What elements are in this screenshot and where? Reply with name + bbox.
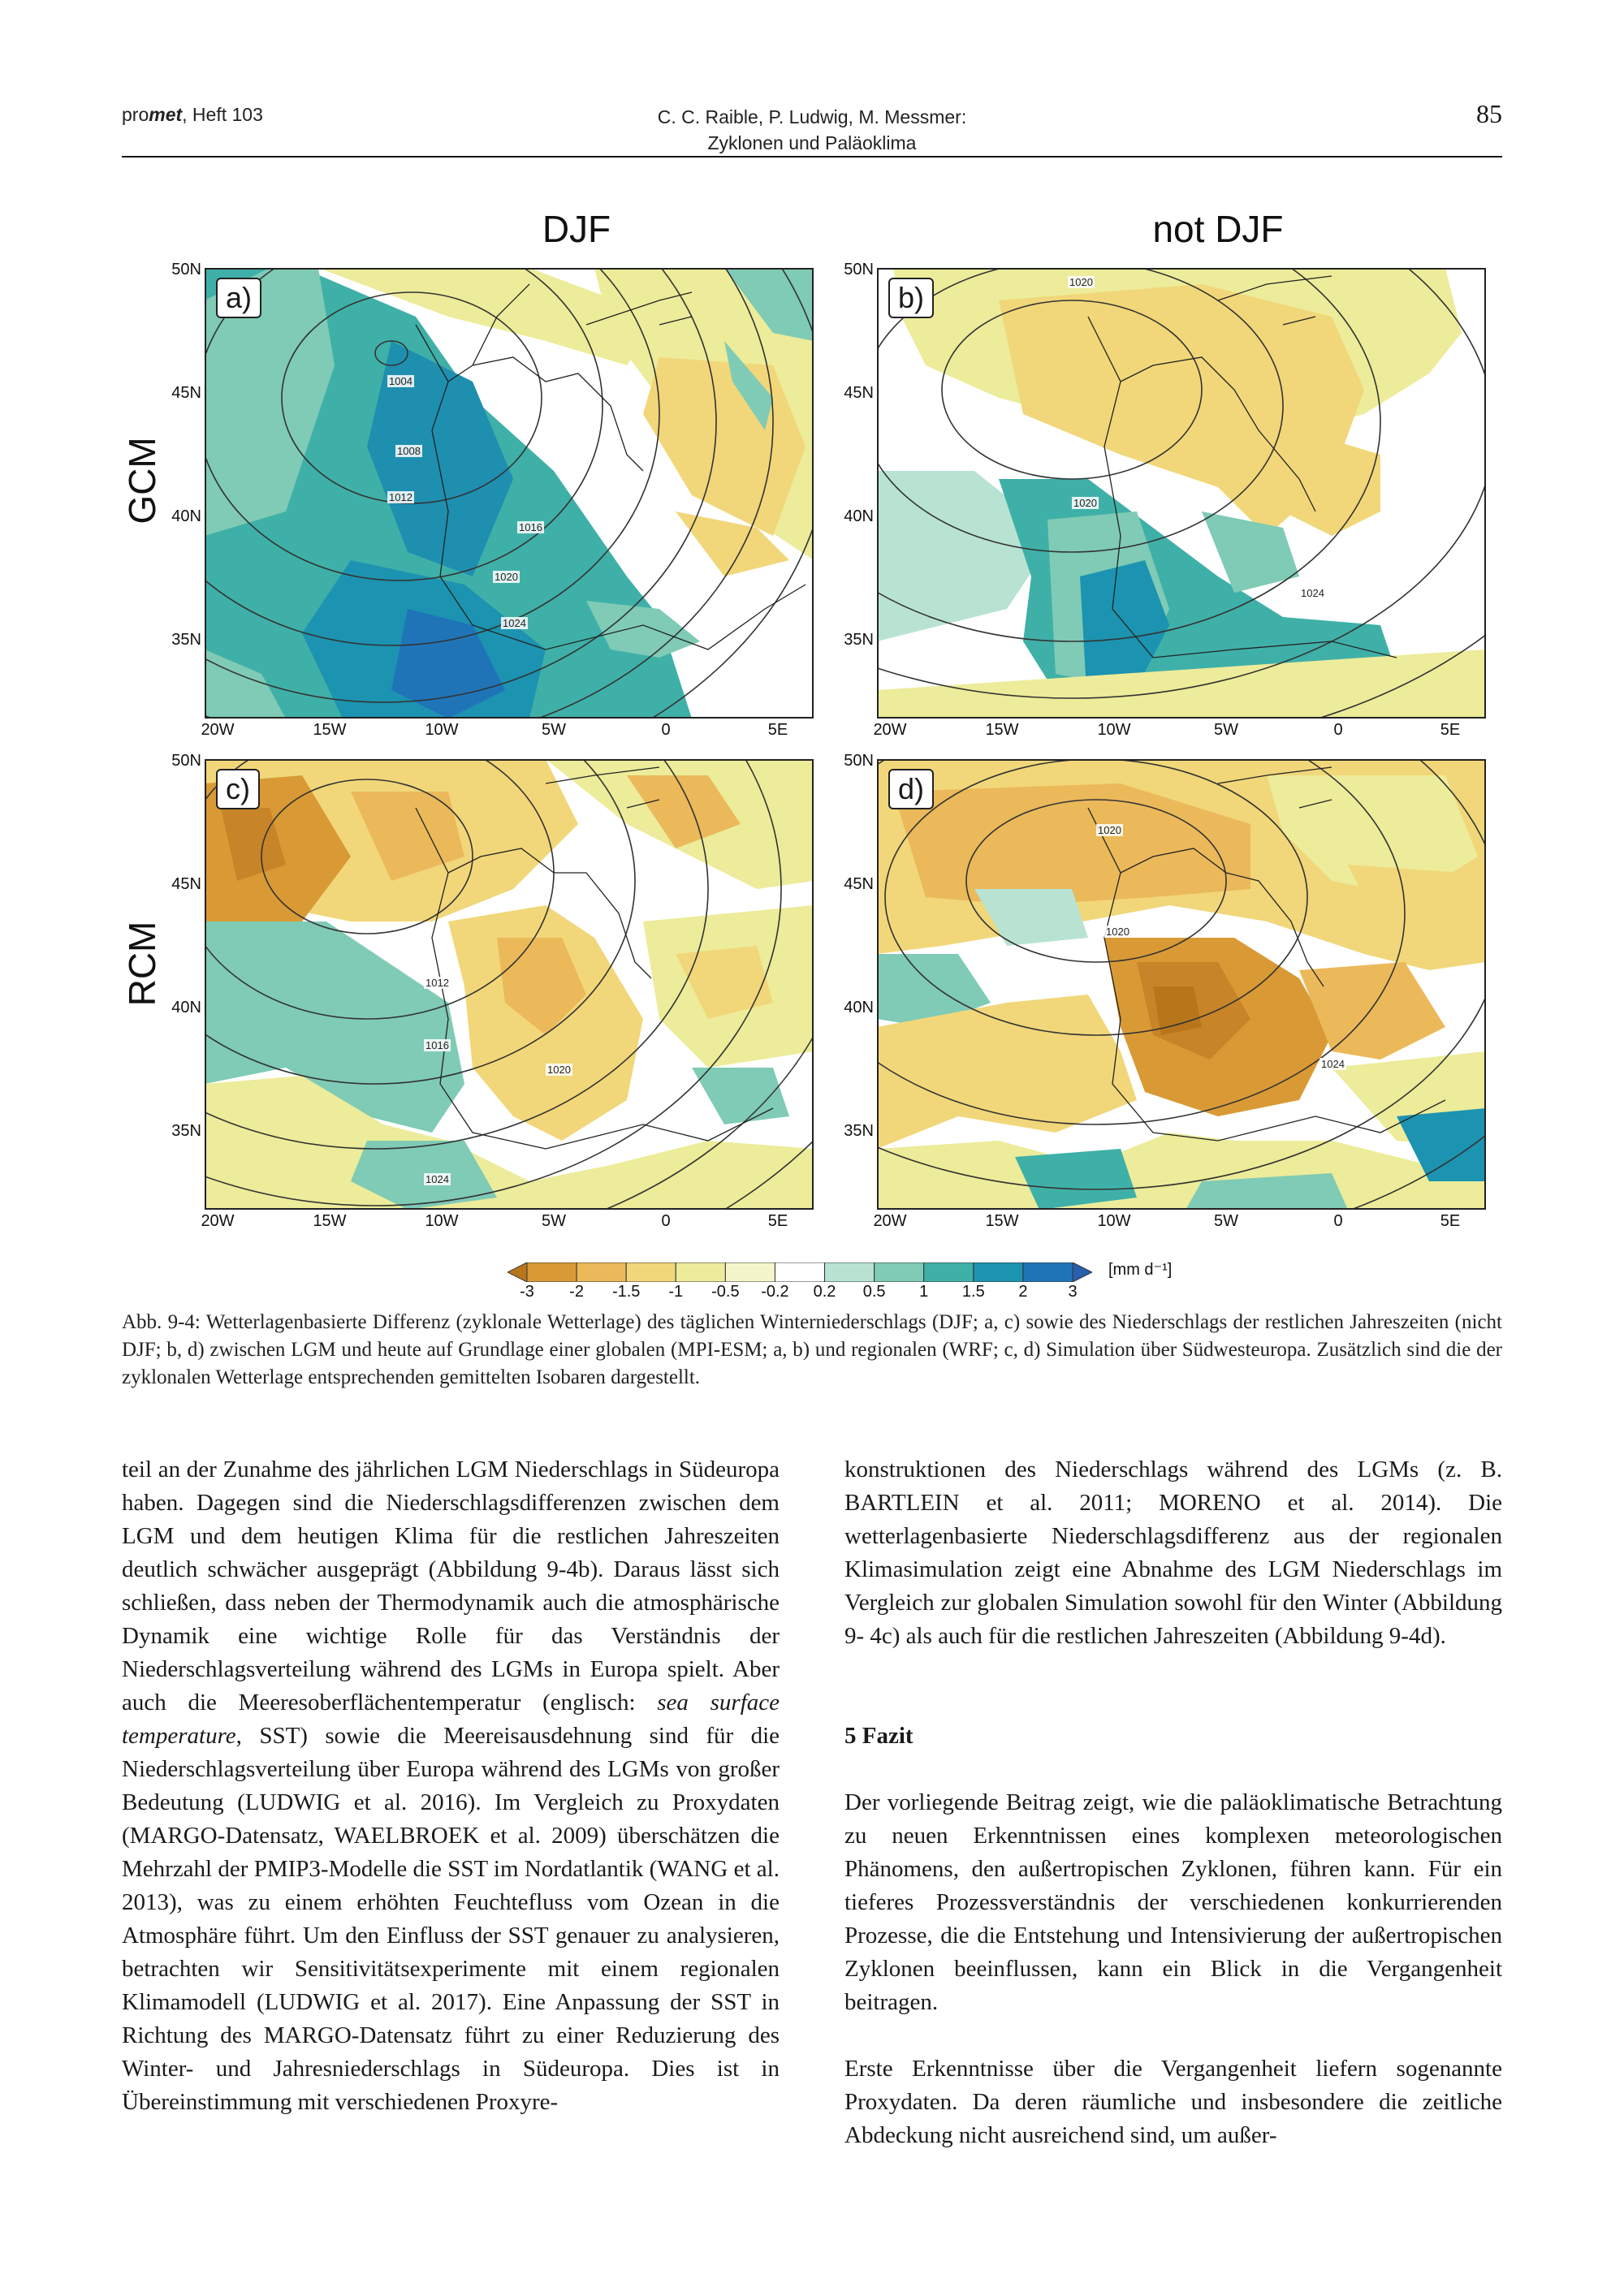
page-header	[122, 96, 1502, 158]
lon-label: 20W	[873, 721, 907, 739]
isobar-label: 1012	[389, 491, 412, 503]
lat-label: 45N	[844, 384, 874, 402]
colorbar-segment	[775, 1262, 824, 1282]
lat-label: 45N	[844, 875, 874, 893]
lon-label: 0	[661, 1212, 671, 1230]
isobar-label: 1024	[425, 1173, 449, 1185]
colorbar-tick-label: 1	[919, 1283, 929, 1301]
panel-label-b: b)	[888, 278, 934, 318]
colorbar-segment	[725, 1262, 775, 1282]
figure-9-4	[114, 207, 1510, 1301]
colorbar-tick-label: -3	[520, 1283, 534, 1301]
lon-label: 0	[1333, 721, 1343, 739]
running-authors: C. C. Raible, P. Ludwig, M. Messmer:	[657, 106, 967, 127]
colorbar-tick-label: 0.2	[813, 1283, 836, 1301]
isobar-label: 1016	[425, 1039, 449, 1051]
section-heading: 5 Fazit	[844, 1723, 914, 1749]
colorbar-tick-label: -2	[569, 1283, 584, 1301]
colorbar-segment	[1073, 1262, 1092, 1282]
lat-label: 50N	[844, 752, 874, 770]
colorbar-segment	[875, 1262, 924, 1282]
paragraph: konstruktionen des Niederschlags während des LGMs (z. B. BARTLEIN et al. 2011; MORENO et al. 2014). Die wetterlagenbasierte Niederschlagsdifferenz aus der regionalen Klimasimulation zeigt eine Abnahme des LGM Niederschlags im Vergleich zur globalen Simulation sowohl für den Winter (Abbildung 9- 4c) als auch für die restlichen Jahreszeiten (Abbildung 9-4d).	[844, 1457, 1502, 1649]
isobar-label: 1020	[547, 1064, 571, 1076]
colorbar-tick-label: -1.5	[611, 1283, 641, 1301]
lat-label: 40N	[171, 507, 201, 525]
colorbar-segment	[577, 1262, 626, 1282]
colorbar-segment	[974, 1262, 1023, 1282]
colorbar-segment	[825, 1262, 875, 1282]
lon-label: 0	[1333, 1212, 1343, 1230]
column-title-djf: DJF	[542, 208, 611, 250]
lat-label: 40N	[844, 999, 874, 1016]
colorbar-tick-label: 3	[1068, 1283, 1078, 1301]
isobar-label: 1024	[1321, 1058, 1345, 1070]
lat-label: 50N	[171, 752, 201, 770]
isobar-label: 1020	[1069, 276, 1093, 288]
isobar-label: 1024	[1301, 587, 1324, 599]
lon-label: 5E	[767, 721, 788, 739]
colorbar-tick-label: 0.5	[862, 1283, 886, 1301]
figure-caption: Abb. 9-4: Wetterlagenbasierte Differenz (zyklonale Wetterlage) des täglichen Winterniederschlags (DJF; a, c) sowie des Niederschlags der restlichen Jahreszeiten (nicht DJF; b, d) zwischen LGM und heute auf Grundlage einer globalen (MPI-ESM; a, b) und regionalen (WRF; c, d) Simulation über Südwesteuropa. Zusätzlich sind die der zyklonalen Wetterlage entsprechenden gemittelten Isobaren dargestellt.	[122, 1311, 1502, 1388]
lon-label: 10W	[425, 721, 459, 739]
lon-label: 15W	[985, 721, 1019, 739]
map-a	[205, 268, 814, 719]
lon-label: 10W	[1097, 1212, 1131, 1230]
lon-label: 5W	[1214, 1212, 1238, 1230]
isobar-label: 1016	[519, 521, 542, 533]
header-rule	[122, 156, 1502, 158]
isobar-label: 1020	[495, 571, 518, 583]
lon-label: 10W	[1097, 721, 1131, 739]
colorbar-segment	[676, 1262, 725, 1282]
row-title-gcm: GCM	[121, 437, 163, 524]
map-b	[877, 268, 1486, 719]
panel-label-d: d)	[888, 769, 934, 809]
lat-label: 35N	[844, 1122, 874, 1140]
colorbar-tick-label: -0.2	[761, 1283, 789, 1301]
lon-label: 20W	[201, 721, 235, 739]
panel-label-a: a)	[216, 278, 261, 318]
isobar-label: 1004	[389, 375, 412, 387]
colorbar	[508, 1262, 1092, 1282]
running-title	[589, 104, 1035, 156]
isobar-label: 1024	[503, 617, 526, 629]
colorbar-unit: [mm d⁻¹]	[1108, 1261, 1173, 1279]
lat-label: 35N	[171, 631, 201, 649]
colorbar-segment	[1023, 1262, 1073, 1282]
column-title-not-djf: not DJF	[1152, 208, 1284, 250]
paragraph: Der vorliegende Beitrag zeigt, wie die paläoklimatische Betrachtung zu neuen Erkenntnissen eines komplexen meteorologischen Phänomens, den außertropischen Zyklonen, führen kann. Für ein tieferes Prozessverständnis der verschiedenen konkurrierenden Prozesse, die die Entstehung und Intensivierung der außertropischen Zyklonen beeinflussen, kann ein Blick in die Vergangenheit beitragen.	[844, 1789, 1502, 2015]
lat-label: 40N	[844, 507, 874, 525]
body-column-left	[122, 1453, 780, 2119]
lat-label: 35N	[844, 631, 874, 649]
panel-c-rcm-djf	[205, 759, 814, 1210]
lon-label: 5W	[542, 1212, 566, 1230]
isobar-label: 1020	[1098, 824, 1121, 836]
lat-label: 50N	[171, 261, 201, 278]
lon-label: 5W	[542, 721, 566, 739]
colorbar-segment	[626, 1262, 676, 1282]
lon-label: 5E	[1440, 1212, 1461, 1230]
isobar-label: 1020	[1106, 926, 1129, 938]
isobar-label: 1008	[397, 445, 421, 457]
map-d	[877, 759, 1486, 1210]
lat-label: 45N	[171, 384, 201, 402]
lon-label: 15W	[985, 1212, 1019, 1230]
page-number: 85	[1476, 99, 1502, 128]
lat-label: 35N	[171, 1122, 201, 1140]
lon-label: 5E	[1440, 721, 1461, 739]
running-article-title: Zyklonen und Paläoklima	[707, 132, 917, 153]
lon-label: 5E	[767, 1212, 788, 1230]
isobar-label: 1012	[425, 977, 449, 989]
colorbar-tick-label: -0.5	[711, 1283, 740, 1301]
colorbar-segment	[924, 1262, 974, 1282]
map-c	[205, 759, 814, 1210]
isobar-label: 1020	[1073, 497, 1097, 509]
lat-label: 40N	[171, 999, 201, 1016]
lon-label: 20W	[201, 1212, 235, 1230]
paragraph: teil an der Zunahme des jährlichen LGM Niederschlags in Südeuropa haben. Dagegen sind die Niederschlagsdifferenzen zwischen dem LGM und dem heutigen Klima für die restlichen Jahreszeiten deutlich schwächer ausgeprägt (Abbildung 9-4b). Daraus lässt sich schließen, dass neben der Thermodynamik auch die atmosphärische Dynamik eine wichtige Rolle für das Verständnis der Niederschlagsverteilung während des LGMs in Europa spielt. Aber auch die Meeresoberflächentemperatur (englisch: sea surface temperature, SST) sowie die Meereisausdehnung sind für die Niederschlagsverteilung über Europa während des LGMs von großer Bedeutung (LUDWIG et al. 2016). Im Vergleich zu Proxydaten (MARGO-Datensatz, WAELBROEK et al. 2009) überschätzen die Mehrzahl der PMIP3-Modelle die SST im Nordatlantik (WANG et al. 2013), was zu einem erhöhten Feuchtefluss vom Ozean in die Atmosphäre führt. Um den Einfluss der SST genauer zu analysieren, betrachten wir Sensitivitätsexperimente mit einem regionalen Klimamodell (LUDWIG et al. 2017). Eine Anpassung der SST in Richtung des MARGO-Datensatz führt zu einer Reduzierung des Winter- und Jahresniederschlags in Südeuropa. Dies ist in Übereinstimmung mit verschiedenen Proxyre-	[122, 1457, 780, 2115]
body-column-right	[844, 1453, 1502, 2152]
lat-label: 50N	[844, 261, 874, 278]
colorbar-segment	[527, 1262, 577, 1282]
lat-label: 45N	[171, 875, 201, 893]
colorbar-segment	[508, 1262, 527, 1282]
panel-a-gcm-djf	[205, 268, 814, 719]
colorbar-tick-label: 2	[1018, 1283, 1028, 1301]
lon-label: 15W	[313, 1212, 347, 1230]
lon-label: 5W	[1214, 721, 1238, 739]
panel-b-gcm-not-djf	[877, 268, 1486, 719]
colorbar-tick-label: -1	[668, 1283, 684, 1301]
lon-label: 10W	[425, 1212, 459, 1230]
lon-label: 20W	[873, 1212, 907, 1230]
colorbar-tick-label: 1.5	[961, 1283, 985, 1301]
journal-name: promet, Heft 103	[122, 104, 263, 125]
lon-label: 0	[661, 721, 671, 739]
panel-label-c: c)	[216, 769, 260, 809]
row-title-rcm: RCM	[121, 921, 163, 1007]
panel-d-rcm-not-djf	[877, 759, 1486, 1210]
lon-label: 15W	[313, 721, 347, 739]
paragraph: Erste Erkenntnisse über die Vergangenheit liefern sogenannte Proxydaten. Da deren räumliche und insbesondere die zeitliche Abdeckung nicht ausreichend sind, um außer-	[844, 2056, 1502, 2148]
